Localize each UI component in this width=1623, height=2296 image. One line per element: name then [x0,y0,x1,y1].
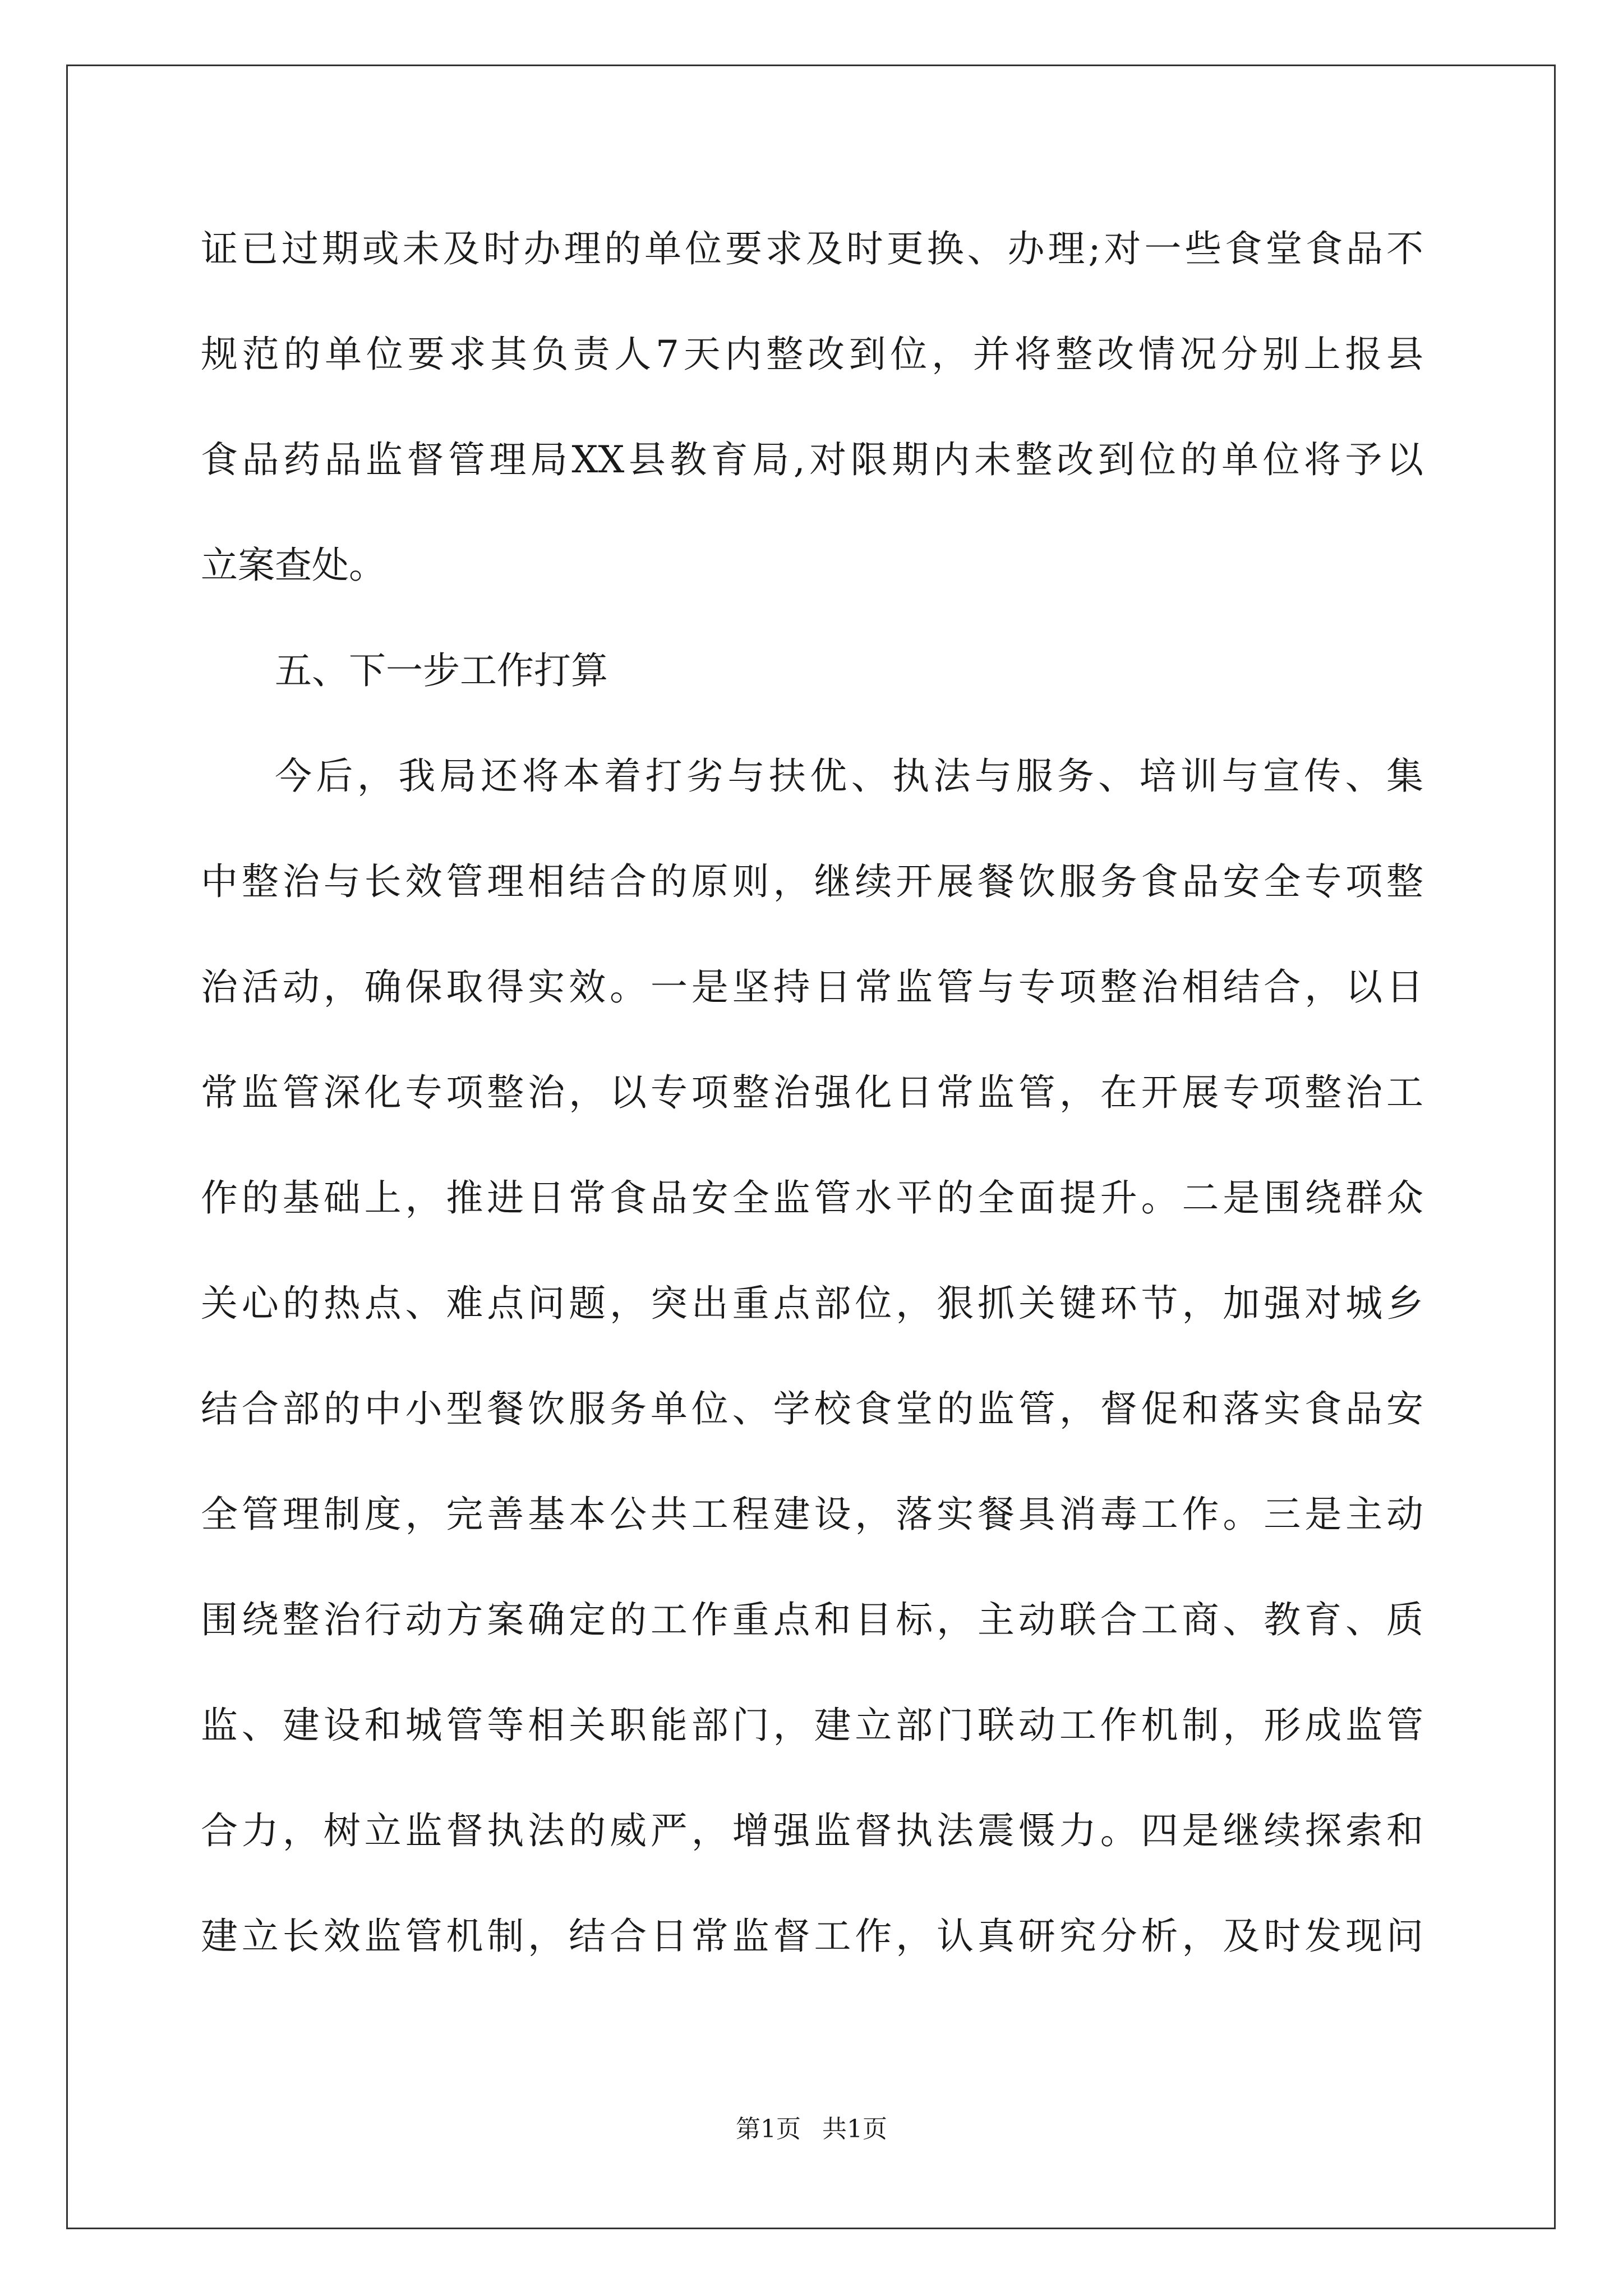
paragraph-line: 监、建设和城管等相关职能部门，建立部门联动工作机制，形成监管 [201,1704,1423,1747]
paragraph-line: 常监管深化专项整治，以专项整治强化日常监管，在开展专项整治工 [201,1071,1423,1114]
paragraph-line: 证已过期或未及时办理的单位要求及时更换、办理;对一些食堂食品不 [201,227,1423,270]
page-total: 共1页 [822,2115,887,2143]
page-number: 第1页 [736,2115,801,2143]
page-footer [0,2113,1623,2146]
paragraph-line: 今后，我局还将本着打劣与扶优、执法与服务、培训与宣传、集 [275,754,1423,798]
paragraph-line: 关心的热点、难点问题，突出重点部位，狠抓关键环节，加强对城乡 [201,1282,1423,1325]
paragraph-line: 合力，树立监督执法的威严，增强监督执法震慑力。四是继续探索和 [201,1809,1423,1852]
section-heading: 五、下一步工作打算 [275,649,608,692]
paragraph-line: 食品药品监督管理局XX县教育局,对限期内未整改到位的单位将予以 [201,438,1423,481]
paragraph-line: 建立长效监管机制，结合日常监督工作，认真研究分析，及时发现问 [201,1915,1423,1958]
paragraph-line: 作的基础上，推进日常食品安全监管水平的全面提升。二是围绕群众 [201,1176,1423,1220]
paragraph-line: 结合部的中小型餐饮服务单位、学校食堂的监管，督促和落实食品安 [201,1387,1423,1430]
paragraph-line: 围绕整治行动方案确定的工作重点和目标，主动联合工商、教育、质 [201,1598,1423,1641]
paragraph-line: 全管理制度，完善基本公共工程建设，落实餐具消毒工作。三是主动 [201,1493,1423,1536]
paragraph-line: 立案查处。 [201,544,386,587]
paragraph-line: 中整治与长效管理相结合的原则，继续开展餐饮服务食品安全专项整 [201,860,1423,903]
paragraph-line: 治活动，确保取得实效。一是坚持日常监管与专项整治相结合，以日 [201,965,1423,1009]
paragraph-line: 规范的单位要求其负责人7天内整改到位，并将整改情况分别上报县 [201,333,1423,376]
document-body [201,211,1423,2004]
